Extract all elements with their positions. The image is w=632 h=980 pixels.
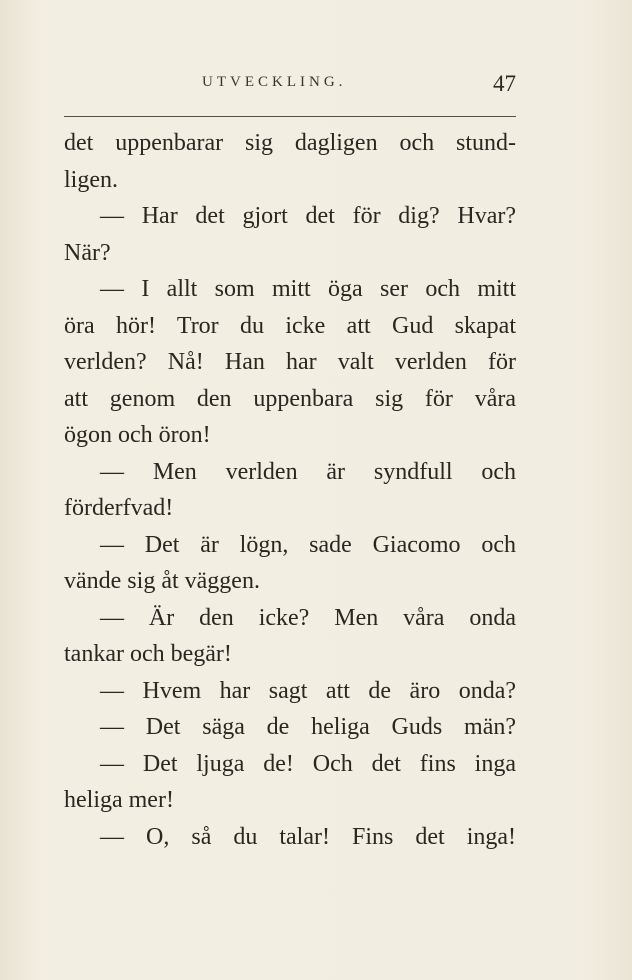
text-line: vände sig åt väggen. <box>64 568 260 594</box>
text-line: — Men verlden är syndfull och <box>100 458 516 485</box>
text-line: ögon och öron! <box>64 422 211 448</box>
text-line: — Det ljuga de! Och det fins inga <box>100 750 516 777</box>
text-line: att genom den uppenbara sig för våra <box>64 385 516 412</box>
text-line: heliga mer! <box>64 787 174 813</box>
text-line: öra hör! Tror du icke att Gud skapat <box>64 312 516 339</box>
text-line: förderfvad! <box>64 495 174 521</box>
running-title: UTVECKLING. <box>202 74 347 90</box>
text-line: När? <box>64 239 111 266</box>
text-line: — O, så du talar! Fins det inga! <box>100 823 516 850</box>
text-line: verlden? Nå! Han har valt verlden för <box>64 349 516 375</box>
header-rule <box>64 116 516 117</box>
text-line: — I allt som mitt öga ser och mitt <box>100 276 516 302</box>
text-line: — Har det gjort det för dig? Hvar? <box>100 203 516 229</box>
text-line: tankar och begär! <box>64 641 232 667</box>
text-line: det uppenbarar sig dagligen och stund- <box>64 130 516 156</box>
page-number: 47 <box>493 71 516 96</box>
page-header <box>64 71 516 104</box>
text-line: — Det säga de heliga Guds män? <box>100 714 516 740</box>
body-text <box>64 125 516 855</box>
text-line: — Det är lögn, sade Giacomo och <box>100 531 516 558</box>
text-line: — Hvem har sagt att de äro onda? <box>100 677 516 704</box>
text-line: ligen. <box>64 166 118 193</box>
text-line: — Är den icke? Men våra onda <box>100 604 516 631</box>
